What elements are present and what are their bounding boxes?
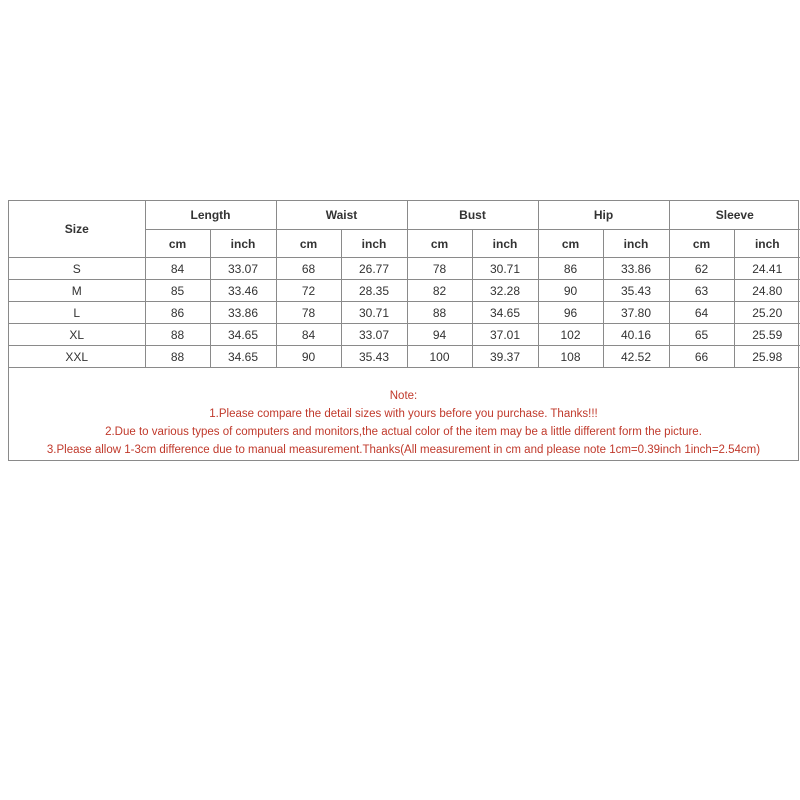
table-cell: 24.80 (734, 280, 800, 302)
table-cell: 33.86 (210, 302, 276, 324)
table-row (9, 258, 800, 280)
table-cell: 33.46 (210, 280, 276, 302)
table-cell: 84 (145, 258, 210, 280)
table-cell: 24.41 (734, 258, 800, 280)
table-cell: 25.20 (734, 302, 800, 324)
group-header-length: Length (145, 201, 276, 230)
group-header-sleeve: Sleeve (669, 201, 800, 230)
note-line-1: 1.Please compare the detail sizes with yours before you purchase. Thanks!!! (209, 408, 598, 420)
table-cell: 64 (669, 302, 734, 324)
table-cell: 30.71 (472, 258, 538, 280)
table-cell: 102 (538, 324, 603, 346)
table-cell: 78 (276, 302, 341, 324)
unit-header: inch (341, 230, 407, 258)
size-chart (8, 200, 799, 461)
table-cell: 96 (538, 302, 603, 324)
unit-header: cm (276, 230, 341, 258)
table-cell: 34.65 (472, 302, 538, 324)
table-cell: 88 (407, 302, 472, 324)
table-cell: 42.52 (603, 346, 669, 368)
table-row (9, 346, 800, 368)
table-cell: 88 (145, 346, 210, 368)
unit-header: inch (210, 230, 276, 258)
group-header-bust: Bust (407, 201, 538, 230)
table-cell: 68 (276, 258, 341, 280)
table-cell: 90 (276, 346, 341, 368)
unit-header: inch (734, 230, 800, 258)
unit-header: cm (669, 230, 734, 258)
note-line-2: 2.Due to various types of computers and monitors,the actual color of the item may be a little different form the picture. (105, 426, 702, 438)
note-line-3: 3.Please allow 1-3cm difference due to manual measurement.Thanks(All measurement in cm and please note 1cm=0.39inch 1inch=2.54cm) (46, 444, 761, 456)
table-cell: 26.77 (341, 258, 407, 280)
table-row (9, 280, 800, 302)
table-cell: 84 (276, 324, 341, 346)
size-cell: L (9, 302, 145, 324)
table-cell: 108 (538, 346, 603, 368)
table-cell: 65 (669, 324, 734, 346)
table-cell: 85 (145, 280, 210, 302)
size-cell: S (9, 258, 145, 280)
table-cell: 35.43 (341, 346, 407, 368)
size-table (9, 201, 800, 368)
table-cell: 82 (407, 280, 472, 302)
table-cell: 90 (538, 280, 603, 302)
unit-header: inch (472, 230, 538, 258)
table-cell: 35.43 (603, 280, 669, 302)
size-header: Size (9, 201, 145, 258)
table-cell: 33.86 (603, 258, 669, 280)
unit-header: inch (603, 230, 669, 258)
table-cell: 86 (145, 302, 210, 324)
measurement-header-row (9, 201, 800, 230)
table-cell: 94 (407, 324, 472, 346)
group-header-waist: Waist (276, 201, 407, 230)
table-cell: 34.65 (210, 324, 276, 346)
table-row (9, 324, 800, 346)
size-cell: M (9, 280, 145, 302)
unit-header: cm (145, 230, 210, 258)
table-cell: 86 (538, 258, 603, 280)
table-cell: 37.80 (603, 302, 669, 324)
size-cell: XXL (9, 346, 145, 368)
table-cell: 100 (407, 346, 472, 368)
notes-section (9, 368, 798, 459)
table-cell: 40.16 (603, 324, 669, 346)
table-cell: 72 (276, 280, 341, 302)
table-cell: 32.28 (472, 280, 538, 302)
group-header-hip: Hip (538, 201, 669, 230)
table-row (9, 302, 800, 324)
table-cell: 30.71 (341, 302, 407, 324)
table-cell: 28.35 (341, 280, 407, 302)
table-cell: 34.65 (210, 346, 276, 368)
table-cell: 62 (669, 258, 734, 280)
table-cell: 37.01 (472, 324, 538, 346)
size-table-body (9, 258, 800, 368)
table-cell: 33.07 (341, 324, 407, 346)
unit-header: cm (407, 230, 472, 258)
size-cell: XL (9, 324, 145, 346)
table-cell: 78 (407, 258, 472, 280)
table-cell: 63 (669, 280, 734, 302)
table-cell: 66 (669, 346, 734, 368)
table-cell: 88 (145, 324, 210, 346)
note-title: Note: (389, 390, 418, 402)
table-cell: 25.59 (734, 324, 800, 346)
unit-header: cm (538, 230, 603, 258)
table-cell: 39.37 (472, 346, 538, 368)
table-cell: 33.07 (210, 258, 276, 280)
table-cell: 25.98 (734, 346, 800, 368)
